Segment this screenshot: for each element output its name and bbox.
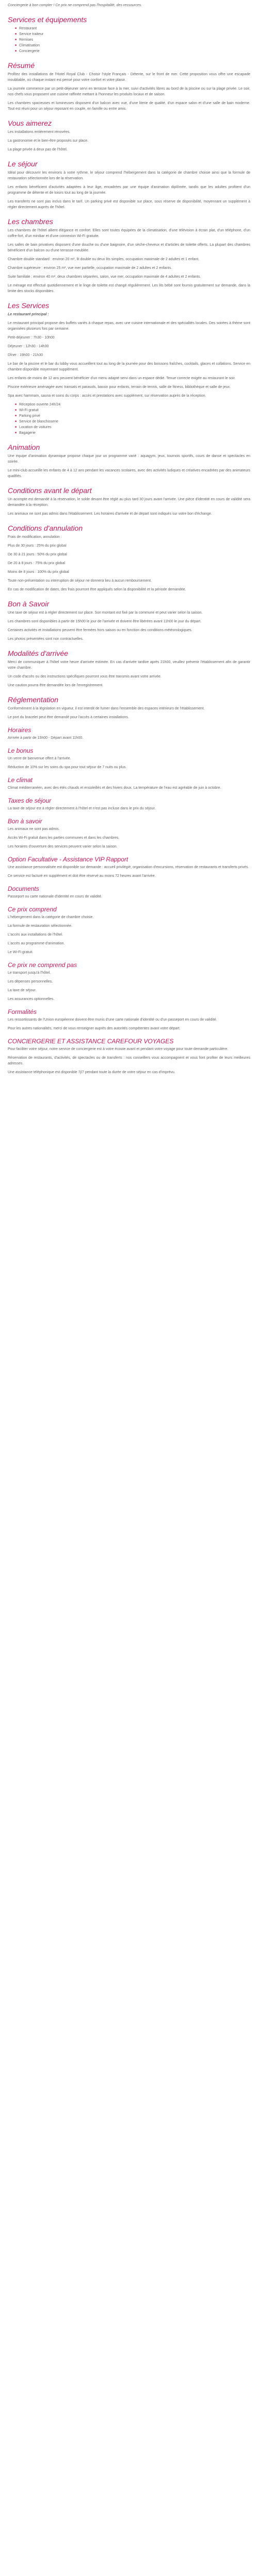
paragraph: Un verre de bienvenue offert à l'arrivée.: [8, 757, 71, 760]
section-title-regles: Réglementation: [8, 696, 59, 704]
paragraph: Les dépenses personnelles.: [8, 980, 53, 984]
paragraph: Piscine extérieure aménagée avec transats et parasols, bassin pour enfants, terrain de tennis, salle de fitness, bibliothèque et salle de jeux.: [8, 385, 231, 389]
section-title-info: Bon à savoir: [8, 818, 42, 825]
paragraph: Les ressortissants de l'Union européenne doivent être munis d'une carte nationale d'identité ou d'un passeport en cours de validité.: [8, 1018, 217, 1022]
paragraph: Suite familiale : environ 40 m², deux chambres séparées, salon, vue mer, occupation maximale de 4 adultes et 2 enfants.: [8, 275, 201, 279]
paragraph: Les transferts ne sont pas inclus dans le tarif. Un parking privé est disponible sur place, sous réserve de disponibilité, moyennant un supplément à régler directement auprès de l'hôtel.: [8, 200, 250, 209]
paragraph: Climat méditerranéen, avec des étés chauds et ensoleillés et des hivers doux. La température de l'eau est agréable de juin à octobre.: [8, 786, 221, 790]
paragraph: L'accès aux installations de l'hôtel.: [8, 933, 63, 937]
paragraph: Frais de modification, annulation :: [8, 535, 62, 539]
paragraph: De 30 à 21 jours : 50% du prix global: [8, 553, 67, 556]
paragraph: Pour faciliter votre séjour, notre service de conciergerie est à votre écoute avant et pendant votre voyage pour toute demande particulière.: [8, 1047, 229, 1051]
list-item: ■ Conciergerie: [15, 48, 250, 54]
paragraph: La gastronomie et le bien-être proposés sur place.: [8, 139, 89, 143]
section-title-documents: Documents: [8, 885, 39, 892]
list-item: ■ Service traiteur: [15, 31, 250, 37]
list-item: ■ Réception ouverte 24h/24: [15, 402, 250, 408]
paragraph: Petit-déjeuner : 7h30 - 10h00: [8, 336, 55, 340]
paragraph: L'accès au programme d'animation.: [8, 942, 65, 945]
section-title-formalites: Formalités: [8, 1008, 37, 1015]
list-item: ■ Service de blanchisserie: [15, 419, 250, 425]
paragraph: Passeport ou carte nationale d'identité en cours de validité.: [8, 895, 103, 899]
paragraph: La journée commence par un petit-déjeuner servi en terrasse face à la mer, suivi d'activités libres au bord de la piscine ou sur la plage privée. Le soir, nos chefs vous proposent une cuisine raffinée mettant à l'honneur les produits locaux et de saison.: [8, 87, 250, 96]
paragraph: Le bar de la piscine et le bar du lobby vous accueillent tout au long de la journée pour des boissons fraîches, cocktails, glaces et collations. Service en chambre disponible moyennant supplément.: [8, 362, 250, 371]
list-item: ■ Parking privé: [15, 413, 250, 419]
paragraph: Les photos présentées sont non contractuelles.: [8, 637, 84, 641]
paragraph: La taxe de séjour.: [8, 989, 37, 992]
paragraph: Pour les autres nationalités, merci de vous renseigner auprès des autorités compétentes avant votre départ.: [8, 1027, 181, 1030]
section-title-sejour: Le séjour: [8, 160, 38, 168]
paragraph: Déjeuner : 12h30 - 14h30: [8, 345, 49, 348]
section-title-climat: Le climat: [8, 776, 33, 784]
paragraph: Les chambres spacieuses et lumineuses disposent d'un balcon avec vue, d'une literie de qualité, d'un espace salon et d'une salle de bain moderne. Tout est réuni pour un séjour reposant en couple, en famille ou entre amis.: [8, 101, 250, 111]
paragraph: Le ménage est effectué quotidiennement et le linge de toilette est changé régulièrement. Les lits bébé sont fournis gratuitement sur demande, dans la limite des stocks disponibles.: [8, 284, 250, 293]
paragraph: Spa avec hammam, sauna et soins du corps : accès et prestations avec supplément, sur réservation auprès de la réception.: [8, 394, 206, 398]
paragraph: Les chambres sont disponibles à partir de 15h00 le jour de l'arrivée et doivent être libérées avant 11h00 le jour du départ.: [8, 620, 202, 623]
paragraph: Profitez des installations de l'Hotel Royal Club - Choisir l'style Français - Détente, sur le front de mer. Cette proposition vous offre une escapade inoubliable, où chaque instant est pensé pour votre confort et votre plaisir.: [8, 73, 250, 82]
section-title-horaires: Horaires: [8, 726, 31, 734]
list-item: ■ Wi-Fi gratuit: [15, 408, 250, 413]
paragraph: Plus de 30 jours : 25% du prix global: [8, 544, 67, 548]
paragraph: Les installations entièrement rénovées.: [8, 130, 71, 134]
paragraph: Le mini-club accueille les enfants de 4 à 12 ans pendant les vacances scolaires, avec des activités ludiques et créatives encadrées par des animateurs qualifiés.: [8, 469, 250, 478]
paragraph: Une équipe d'animation dynamique propose chaque jour un programme varié : aquagym, jeux, tournois sportifs, cours de danse et spectacles en soirée.: [8, 454, 250, 464]
paragraph: Le transport jusqu'à l'hôtel.: [8, 971, 51, 975]
paragraph: La formule de restauration sélectionnée.: [8, 924, 72, 928]
paragraph: Les horaires d'ouverture des services peuvent varier selon la saison.: [8, 845, 118, 849]
paragraph: Conformément à la législation en vigueur, il est interdit de fumer dans l'ensemble des espaces intérieurs de l'établissement.: [8, 707, 205, 710]
section-title-resume: Résumé: [8, 61, 35, 70]
paragraph: L'hébergement dans la catégorie de chambre choisie.: [8, 916, 94, 919]
paragraph: Le restaurant principal propose des buffets variés à chaque repas, avec une cuisine internationale et des spécialités locales. Des soirées à thème sont organisées plusieurs fois par semaine.: [8, 321, 250, 331]
paragraph: Le Wi-Fi gratuit.: [8, 951, 34, 954]
section-title-annulation: Conditions d'annulation: [8, 524, 83, 532]
paragraph: La plage privée à deux pas de l'hôtel.: [8, 148, 68, 151]
paragraph: Une assistance téléphonique est disponible 7j/7 pendant toute la durée de votre séjour en cas d'imprévu.: [8, 1071, 175, 1074]
paragraph: Réservation de restaurants, d'activités, de spectacles ou de transferts : nos conseillers vous accompagnent et vous font profiter de leurs meilleures adresses.: [8, 1056, 250, 1065]
paragraph: Ce service est facturé en supplément et doit être réservé au moins 72 heures avant l'arrivée.: [8, 874, 156, 878]
paragraph: Arrivée à partir de 15h00 - Départ avant 11h00.: [8, 736, 84, 740]
services-list: [8, 26, 250, 54]
section-title-chambres: Les chambres: [8, 217, 53, 226]
paragraph: Un acompte est demandé à la réservation, le solde devant être réglé au plus tard 30 jours avant l'arrivée. Une pièce d'identité en cours de validité sera demandée à la réception.: [8, 498, 250, 507]
paragraph: Une caution pourra être demandée lors de l'enregistrement.: [8, 684, 103, 687]
paragraph: Chambre double standard : environ 20 m², lit double ou deux lits simples, occupation maximale de 2 adultes et 1 enfant.: [8, 258, 200, 261]
subsection-title: Le restaurant principal :: [8, 313, 49, 316]
section-title-les-services: Les Services: [8, 301, 50, 310]
list-item: ■ Bagagerie: [15, 430, 250, 436]
paragraph: Moins de 8 jours : 100% du prix global: [8, 570, 69, 574]
paragraph: Les enfants bénéficient d'activités adaptées à leur âge, encadrées par une équipe d'animation diplômée, tandis que les adultes profitent d'un programme de détente et de loisirs tout au long de la journée.: [8, 185, 250, 195]
section-title-ne-comprend: Ce prix ne comprend pas: [8, 961, 77, 969]
paragraph: Une taxe de séjour est à régler directement sur place. Son montant est fixé par la commune et peut varier selon la saison.: [8, 611, 203, 615]
intro-text: Conciergerie à bon compter ! Ce prix ne comprend pas l'hospitalité, des ressources.: [8, 4, 142, 7]
section-title-taxes: Taxes de séjour: [8, 797, 52, 804]
section-title-animation: Animation: [8, 443, 40, 451]
paragraph: Accès Wi-Fi gratuit dans les parties communes et dans les chambres.: [8, 836, 120, 840]
paragraph: Les chambres de l'hôtel allient élégance et confort. Elles sont toutes équipées de la climatisation, d'une télévision à écran plat, d'un téléphone, d'un coffre-fort, d'un minibar et d'une connexion Wi-Fi gratuite.: [8, 229, 250, 238]
paragraph: Réduction de 10% sur les soins du spa pour tout séjour de 7 nuits ou plus.: [8, 766, 127, 769]
paragraph: De 20 à 8 jours : 75% du prix global: [8, 562, 65, 565]
paragraph: Les assurances optionnelles.: [8, 997, 55, 1001]
paragraph: Les animaux ne sont pas admis.: [8, 827, 60, 831]
section-title-avant: Conditions avant le départ: [8, 486, 92, 495]
list-item: ■ Climatisation: [15, 43, 250, 48]
paragraph: Toute non-présentation ou interruption de séjour ne donnera lieu à aucun remboursement.: [8, 579, 152, 583]
list-item: ■ Location de voitures: [15, 425, 250, 430]
paragraph: Certaines activités et installations peuvent être fermées hors saison ou en fonction des conditions météorologiques.: [8, 629, 192, 632]
section-title-services: Services et équipements: [8, 15, 87, 24]
paragraph: Les animaux ne sont pas admis dans l'établissement. Les horaires d'arrivée et de départ sont indiqués sur votre bon d'échange.: [8, 512, 212, 516]
section-title-comprend: Ce prix comprend: [8, 906, 57, 913]
list-item: ■ Restaurant: [15, 26, 250, 31]
paragraph: La taxe de séjour est à régler directement à l'hôtel et n'est pas incluse dans le prix du séjour.: [8, 807, 156, 810]
paragraph: Dîner : 19h00 - 21h30: [8, 353, 43, 357]
paragraph: Chambre supérieure : environ 25 m², vue mer partielle, occupation maximale de 2 adultes et 2 enfants.: [8, 266, 172, 270]
section-title-conciergerie: CONCIERGERIE ET ASSISTANCE CAREFOUR VOYAGES: [8, 1038, 174, 1045]
section-title-modalites: Modalités d'arrivée: [8, 649, 69, 657]
section-title-avantages: Vous aimerez: [8, 119, 52, 127]
section-title-option: Option Facultative - Assistance VIP Rapport: [8, 856, 128, 863]
page: [0, 0, 258, 1099]
paragraph: Idéal pour découvrir les environs à votre rythme, le séjour comprend l'hébergement dans la catégorie de chambre choisie ainsi que la formule de restauration sélectionnée lors de la réservation.: [8, 171, 250, 180]
services-detail-list: [8, 402, 250, 436]
paragraph: Un code d'accès ou des instructions spécifiques pourront vous être transmis avant votre arrivée.: [8, 675, 162, 679]
paragraph: Le port du bracelet peut être demandé pour l'accès à certaines installations.: [8, 716, 129, 719]
section-title-a-savoir: Bon à Savoir: [8, 600, 50, 608]
section-title-bonus: Le bonus: [8, 747, 34, 754]
paragraph: Merci de communiquer à l'hôtel votre heure d'arrivée estimée. En cas d'arrivée tardive après 21h00, veuillez prévenir l'établissement afin de garantir votre chambre.: [8, 660, 250, 670]
paragraph: Les enfants de moins de 12 ans peuvent bénéficier d'un menu adapté servi dans un espace dédié. Tenue correcte exigée au restaurant le soir.: [8, 377, 236, 380]
paragraph: Une assistance personnalisée est disponible sur demande : accueil privilégié, organisation d'excursions, réservation de restaurants et transferts privés.: [8, 866, 249, 869]
list-item: ■ Remises: [15, 37, 250, 43]
paragraph: Les salles de bain privatives disposent d'une douche ou d'une baignoire, d'un sèche-cheveux et d'articles de toilette offerts. La plupart des chambres bénéficient d'un balcon ou d'une terrasse meublée.: [8, 243, 250, 252]
paragraph: En cas de modification de dates, des frais pourront être appliqués selon la disponibilité et la période demandée.: [8, 588, 186, 591]
